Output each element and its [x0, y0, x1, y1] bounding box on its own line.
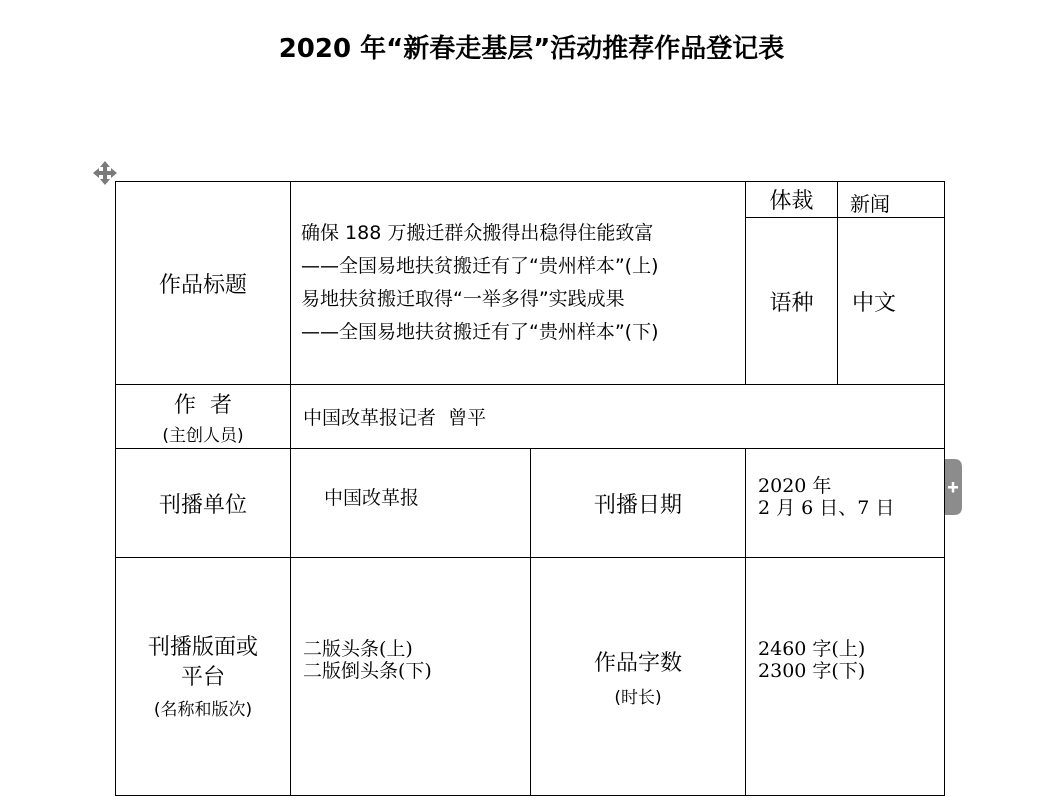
author-label-cell — [116, 385, 291, 449]
edition-value[interactable] — [291, 558, 531, 796]
work-title-label: 作品标题 — [116, 182, 291, 385]
publish-date-value[interactable] — [746, 449, 945, 558]
word-count-label-cell — [531, 558, 746, 796]
edition-sub-label: (名称和版次) — [153, 700, 253, 720]
edition-label-line-2: 平台 — [180, 665, 225, 690]
word-count-sub-label: (时长) — [614, 688, 662, 708]
work-title-value[interactable] — [291, 182, 746, 385]
registration-table — [115, 181, 945, 796]
word-count-label: 作品字数 — [594, 651, 683, 676]
edition-line-1: 二版头条(上) — [303, 638, 413, 660]
table-row — [116, 449, 945, 558]
add-column-handle[interactable] — [944, 459, 962, 515]
work-title-line-3: 易地扶贫搬迁取得“一举多得”实践成果 — [301, 288, 625, 310]
table-row — [116, 385, 945, 449]
word-count-value[interactable] — [746, 558, 945, 796]
author-sub-label: (主创人员) — [162, 425, 244, 446]
language-value[interactable]: 中文 — [838, 218, 945, 385]
work-title-line-4: ——全国易地扶贫搬迁有了“贵州样本”(下) — [301, 321, 659, 343]
edition-label-cell — [116, 558, 291, 796]
publish-date-label: 刊播日期 — [531, 449, 746, 558]
author-label: 作 者 — [174, 392, 232, 418]
publish-unit-label: 刊播单位 — [116, 449, 291, 558]
work-title-line-1: 确保 188 万搬迁群众搬得出稳得住能致富 — [301, 222, 654, 244]
publish-date-line-1: 2020 年 — [758, 475, 832, 497]
word-count-line-2: 2300 字(下) — [758, 660, 866, 682]
author-value[interactable]: 中国改革报记者 曾平 — [291, 385, 945, 449]
work-title-line-2: ——全国易地扶贫搬迁有了“贵州样本”(上) — [301, 255, 659, 277]
publish-unit-value[interactable]: 中国改革报 — [291, 449, 531, 558]
table-row — [116, 182, 945, 218]
publish-date-line-2: 2 月 6 日、7 日 — [758, 497, 895, 519]
document-title: 2020 年“新春走基层”活动推荐作品登记表 — [278, 34, 785, 64]
table-row — [116, 558, 945, 796]
edition-label-line-1: 刊播版面或 — [147, 635, 258, 660]
edition-line-2: 二版倒头条(下) — [303, 660, 432, 682]
word-count-line-1: 2460 字(上) — [758, 638, 866, 660]
genre-label: 体裁 — [746, 182, 838, 218]
plus-icon — [944, 459, 962, 515]
language-label: 语种 — [746, 218, 838, 385]
genre-value[interactable]: 新闻 — [838, 182, 945, 218]
